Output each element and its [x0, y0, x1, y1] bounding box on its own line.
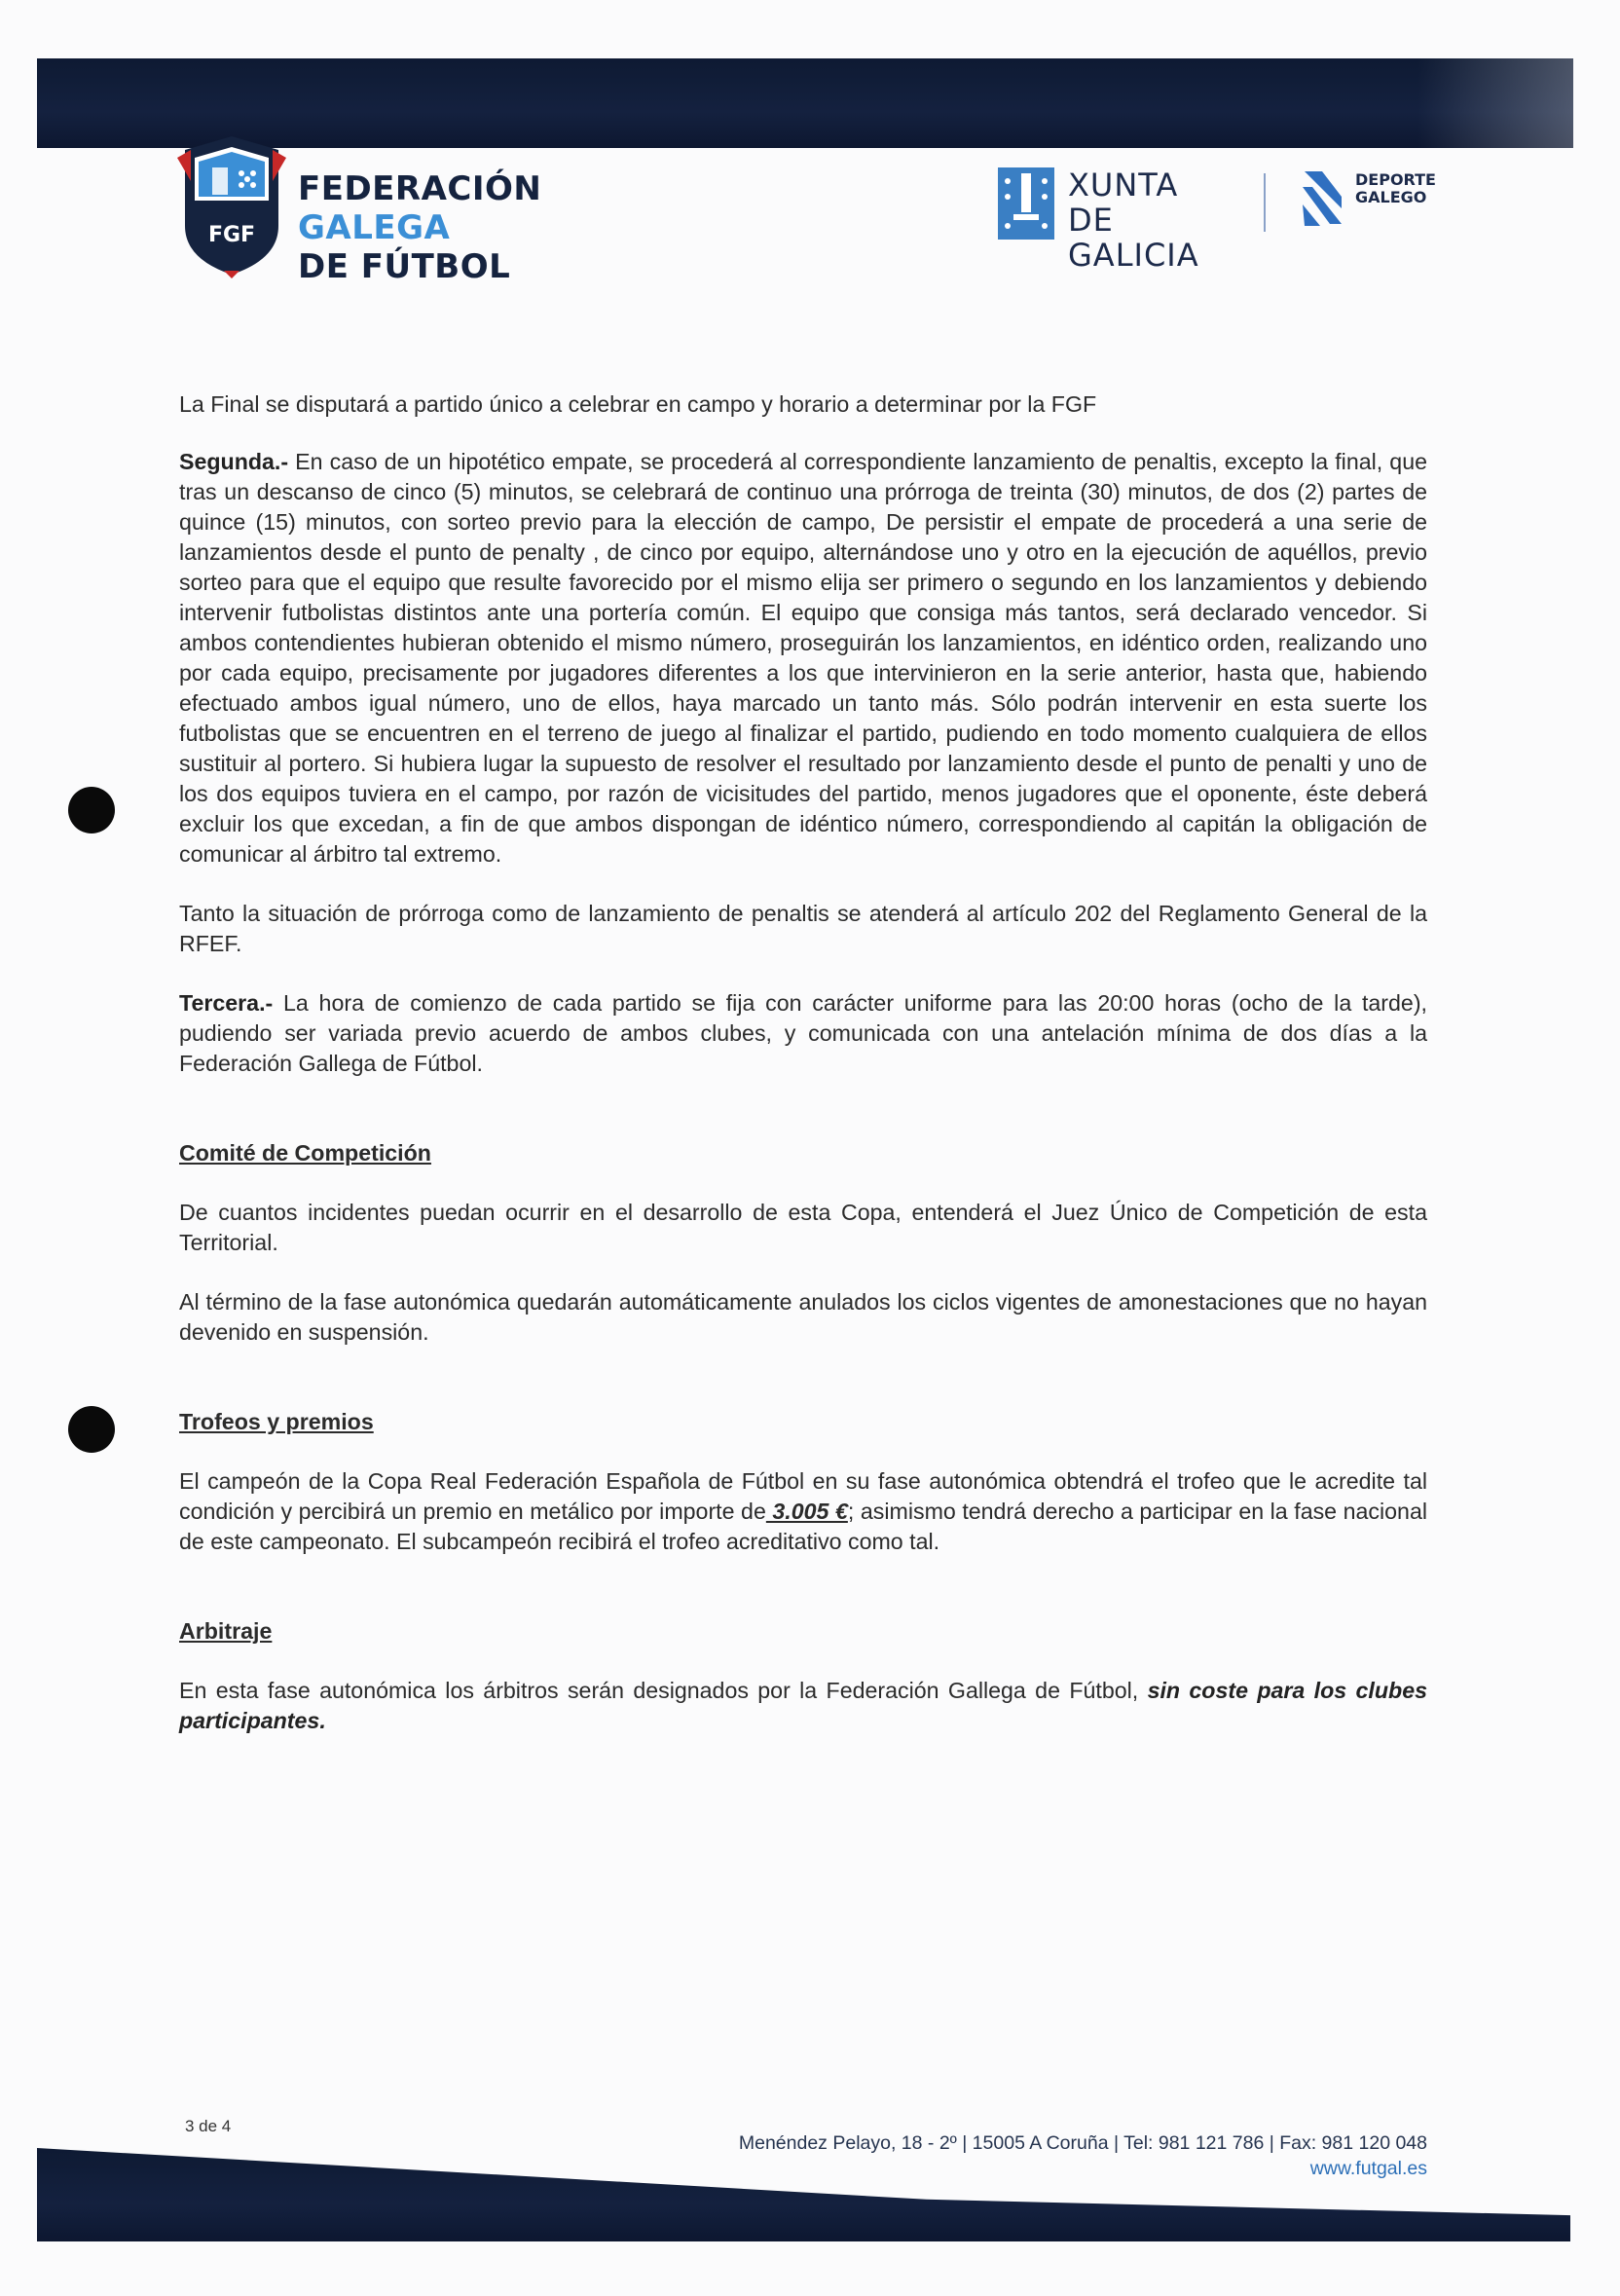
arbitraje-heading: Arbitraje: [179, 1618, 273, 1644]
footer-contact: [739, 2130, 1427, 2181]
prorroga-paragraph: Tanto la situación de prórroga como de lanzamiento de penaltis se atenderá al artículo 202 del Reglamento General de la RFEF.: [179, 901, 1427, 956]
tercera-paragraph: Tercera.- La hora de comienzo de cada partido se fija con carácter uniforme para las 20:00 horas (ocho de la tarde), pudiendo ser variada previo acuerdo de ambos clubes, y comunicada con una antelación mínima de dos días a la Federación Gallega de Fútbol.: [179, 990, 1427, 1076]
tercera-label: Tercera.-: [179, 990, 274, 1016]
deporte-galego-logo: [1301, 167, 1456, 236]
comite-paragraph-2: Al término de la fase autonómica quedarán automáticamente anulados los ciclos vigentes de amonestaciones que no hayan devenido en suspensión.: [179, 1289, 1427, 1345]
fgf-badge-text: FGF: [207, 223, 256, 247]
fgf-crest-icon: [177, 132, 286, 278]
xunta-name: XUNTA DE GALICIA: [1068, 167, 1199, 274]
deporte-galego-icon: [1301, 167, 1345, 230]
fgf-name: FEDERACIÓN GALEGA DE FÚTBOL: [298, 169, 542, 286]
trofeos-paragraph: El campeón de la Copa Real Federación Española de Fútbol en su fase autonómica obtendrá el trofeo que le acredite tal condición y percibirá un premio en metálico por importe de 3.005 €; asimismo tendrá derecho a participar en la fase nacional de este campeonato. El subcampeón recibirá el trofeo acreditativo como tal.: [179, 1468, 1428, 1554]
fgf-logo: [177, 132, 635, 286]
document-body: [179, 389, 1427, 1736]
punch-hole: [68, 1406, 115, 1453]
segunda-label: Segunda.-: [179, 449, 289, 474]
comite-heading: Comité de Competición: [179, 1140, 431, 1166]
deporte-galego-name: DEPORTE GALEGO: [1355, 170, 1436, 206]
footer-address-line: Menéndez Pelayo, 18 - 2º | 15005 A Coruña | Tel: 981 121 786 | Fax: 981 120 048: [738, 2132, 1427, 2154]
footer-website-link[interactable]: www.futgal.es: [1309, 2158, 1427, 2179]
intro-paragraph: La Final se disputará a partido único a celebrar en campo y horario a determinar por la FGF: [179, 391, 1097, 417]
trofeos-heading: Trofeos y premios: [179, 1409, 374, 1434]
xunta-emblem-icon: [998, 167, 1054, 240]
logo-divider: [1264, 173, 1266, 232]
xunta-logo: [998, 164, 1241, 274]
arbitraje-paragraph: En esta fase autonómica los árbitros serán designados por la Federación Gallega de Fútbol, sin coste para los clubes participantes.: [179, 1678, 1427, 1733]
segunda-paragraph: Segunda.- En caso de un hipotético empate, se procederá al correspondiente lanzamiento de penaltis, excepto la final, que tras un descanso de cinco (5) minutos, se celebrará de continuo una prórroga de treinta (30) minutos, de dos (2) partes de quince (15) minutos, con sorteo previo para la elección de campo, De persistir el empate de procederá a una serie de lanzamientos desde el punto de penalty , de cinco por equipo, alternándose uno y otro en la ejecución de aquéllos, previo sorteo para que el equipo que resulte favorecido por el mismo elija ser primero o segundo en los lanzamientos y debiendo intervenir futbolistas distintos ante una portería común. El equipo que consiga más tantos, será declarado vencedor. Si ambos contendientes hubieran obtenido el mismo número, proseguirán los lanzamientos, en idéntico orden, realizando uno por cada equipo, precisamente por jugadores diferentes a los que intervinieron en la serie anterior, hasta que, habiendo efectuado ambos igual número, uno de ellos, haya marcado un tanto más. Sólo podrán intervenir en esta suerte los futbolistas que se encuentren en el terreno de juego al finalizar el partido, pudiendo en todo momento cualquiera de ellos sustituir al portero. Si hubiera lugar la supuesto de resolver el resultado por lanzamiento desde el punto de penalti y uno de los dos equipos tuviera en el campo, por razón de vicisitudes del partido, menos jugadores que el oponente, éste deberá excluir los que excedan, a fin de que ambos dispongan de idéntico número, correspondiendo al capitán la obligación de comunicar al árbitro tal extremo.: [179, 449, 1427, 867]
punch-hole: [68, 787, 115, 833]
page-number: 3 de 4: [185, 2117, 232, 2135]
arbitraje-bold-text: sin coste para los clubes participantes.: [179, 1678, 1427, 1733]
comite-paragraph-1: De cuantos incidentes puedan ocurrir en el desarrollo de esta Copa, entenderá el Juez Único de Competición de esta Territorial.: [179, 1200, 1427, 1255]
prize-amount: 3.005 €: [765, 1499, 848, 1524]
